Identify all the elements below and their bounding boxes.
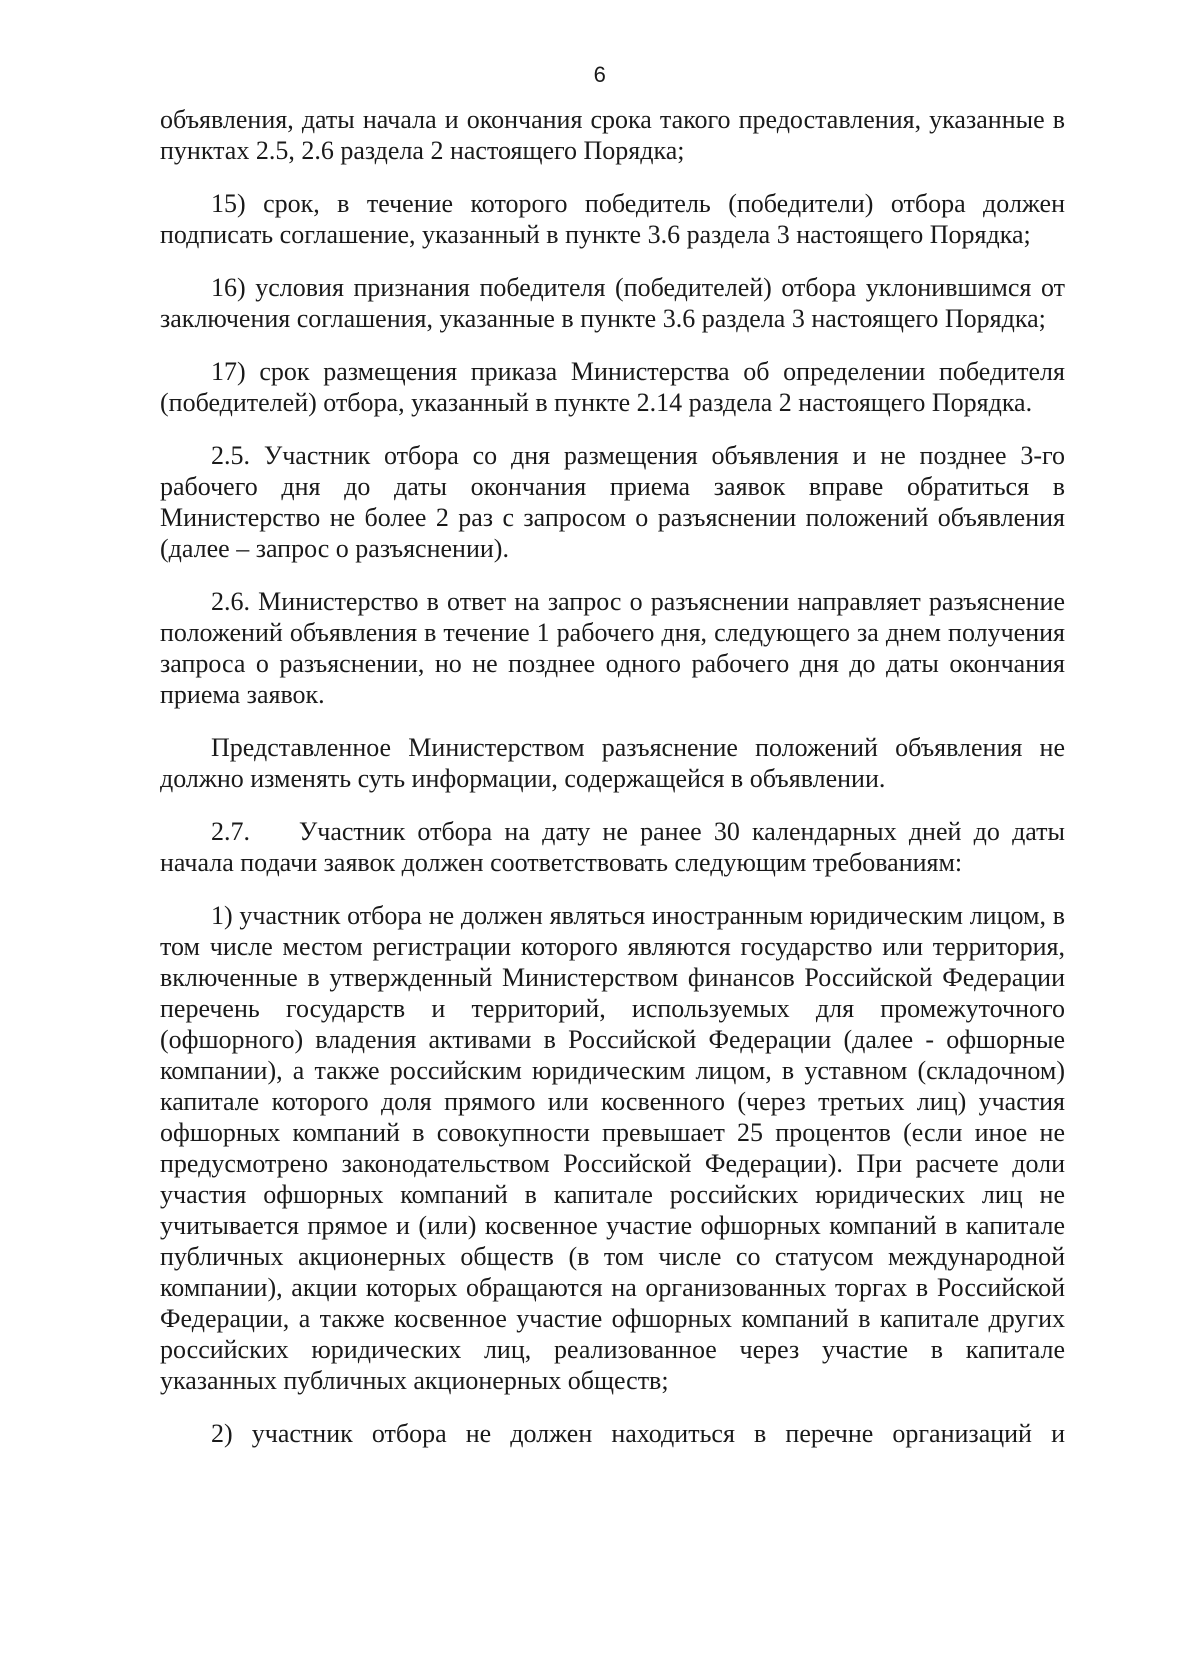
page-number: 6 (593, 62, 607, 87)
paragraph-clarification-note: Представленное Министерством разъяснение положений объявления не должно изменять суть информации, содержащейся в объявлении. (160, 733, 1065, 793)
paragraph-item-15: 15) срок, в течение которого победитель (победители) отбора должен подписать соглашение, указанный в пункте 3.6 раздела 3 настоящего Порядка; (160, 189, 1065, 249)
paragraph-requirement-2: 2) участник отбора не должен находиться в перечне организаций и (211, 1419, 1065, 1448)
paragraph-requirement-1: 1) участник отбора не должен являться иностранным юридическим лицом, в том числе местом регистрации которого являются государство или территория, включенные в утвержденный Министерством финансов Российской Федерации перечень государств и территорий, используемых для промежуточного (офшорного) владения активами в Российской Федерации (далее - офшорные компании), а также российским юридическим лицом, в уставном (складочном) капитале которого доля прямого или косвенного (через третьих лиц) участия офшорных компаний в совокупности превышает 25 процентов (если иное не предусмотрено законодательством Российской Федерации). При расчете доли участия офшорных компаний в капитале российских юридических лиц не учитывается прямое и (или) косвенное участие офшорных компаний в капитале публичных акционерных обществ (в том числе со статусом международной компании), акции которых обращаются на организованных торгах в Российской Федерации, а также косвенное участие офшорных компаний в капитале других российских юридических лиц, реализованное через участие в капитале указанных публичных акционерных обществ; (160, 901, 1065, 1395)
paragraph-item-16: 16) условия признания победителя (победителей) отбора уклонившимся от заключения соглашения, указанные в пункте 3.6 раздела 3 настоящего Порядка; (160, 273, 1065, 333)
paragraph-continuation: объявления, даты начала и окончания срока такого предоставления, указанные в пунктах 2.5, 2.6 раздела 2 настоящего Порядка; (160, 105, 1065, 165)
paragraph-clause-2-5: 2.5. Участник отбора со дня размещения объявления и не позднее 3-го рабочего дня до даты окончания приема заявок вправе обратиться в Министерство не более 2 раз с запросом о разъяснении положений объявления (далее – запрос о разъяснении). (160, 441, 1065, 563)
paragraph-clause-2-6: 2.6. Министерство в ответ на запрос о разъяснении направляет разъяснение положений объявления в течение 1 рабочего дня, следующего за днем получения запроса о разъяснении, но не позднее одного рабочего дня до даты окончания приема заявок. (160, 587, 1065, 709)
paragraph-clause-2-7: 2.7. Участник отбора на дату не ранее 30 календарных дней до даты начала подачи заявок должен соответствовать следующим требованиям: (160, 817, 1072, 877)
paragraph-item-17: 17) срок размещения приказа Министерства об определении победителя (победителей) отбора, указанный в пункте 2.14 раздела 2 настоящего Порядка. (160, 357, 1065, 417)
document-body (160, 104, 1072, 1471)
